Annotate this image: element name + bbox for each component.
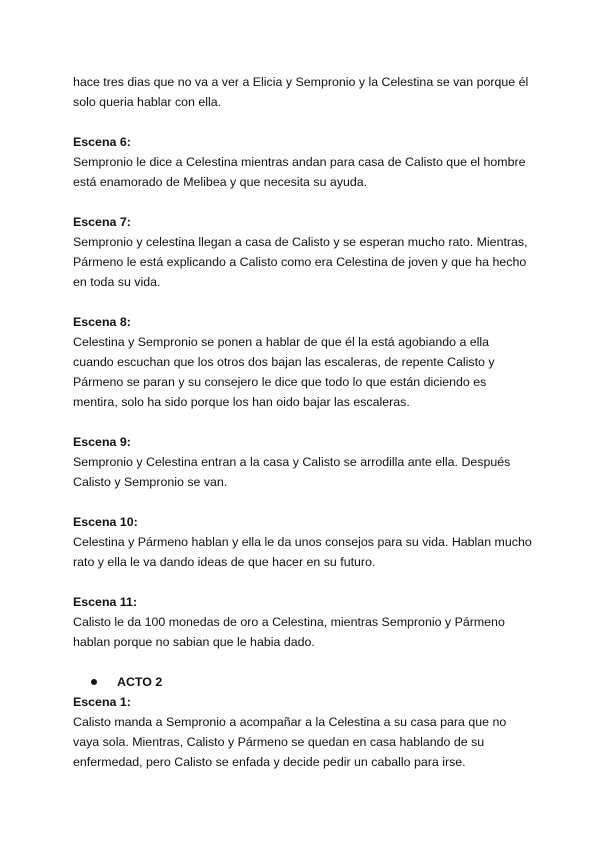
document-page [73,72,533,772]
scene-10 [73,512,533,572]
scene-title: Escena 11: [73,595,138,609]
scene-text: Sempronio y celestina llegan a casa de Calisto y se esperan mucho rato. Mientras, Pármeno le está explicando a Calisto como era Celestina de joven y que ha hecho en toda su vida. [73,235,528,289]
scene-text: Sempronio le dice a Celestina mientras andan para casa de Calisto que el hombre está enamorado de Melibea y que necesita su ayuda. [73,155,526,189]
scene-title: Escena 7: [73,215,131,229]
intro-paragraph: hace tres dias que no va a ver a Elicia y Sempronio y la Celestina se van porque él solo queria hablar con ella. [73,75,529,109]
act-2-scene-1 [73,692,533,772]
scene-title: Escena 6: [73,135,131,149]
scene-8 [73,312,533,412]
scene-title: Escena 9: [73,435,131,449]
scene-text: Celestina y Sempronio se ponen a hablar de que él la está agobiando a ella cuando escuchan que los otros dos bajan las escaleras, de repente Calisto y Pármeno se paran y su consejero le dice que todo lo que están diciendo es mentira, solo ha sido porque los han oido bajar las escaleras. [73,335,495,409]
scene-title: Escena 8: [73,315,131,329]
bullet-icon [91,679,97,685]
scene-title: Escena 10: [73,515,138,529]
scene-11 [73,592,533,652]
scene-text: Sempronio y Celestina entran a la casa y Calisto se arrodilla ante ella. Después Calisto y Sempronio se van. [73,455,511,489]
scene-6 [73,132,533,192]
scene-text: Celestina y Pármeno hablan y ella le da unos consejos para su vida. Hablan mucho rato y ella le va dando ideas de que hacer en su futuro. [73,535,532,569]
scene-text: Calisto le da 100 monedas de oro a Celestina, mientras Sempronio y Pármeno hablan porque no sabian que le habia dado. [73,615,505,649]
act-label: ACTO 2 [117,675,163,689]
scene-9 [73,432,533,492]
scene-text: Calisto manda a Sempronio a acompañar a la Celestina a su casa para que no vaya sola. Mientras, Calisto y Pármeno se quedan en casa hablando de su enfermedad, pero Calisto se enfada y decide pedir un caballo para irse. [73,715,507,769]
scene-7 [73,212,533,292]
act-2-heading [73,672,533,692]
scene-title: Escena 1: [73,695,131,709]
